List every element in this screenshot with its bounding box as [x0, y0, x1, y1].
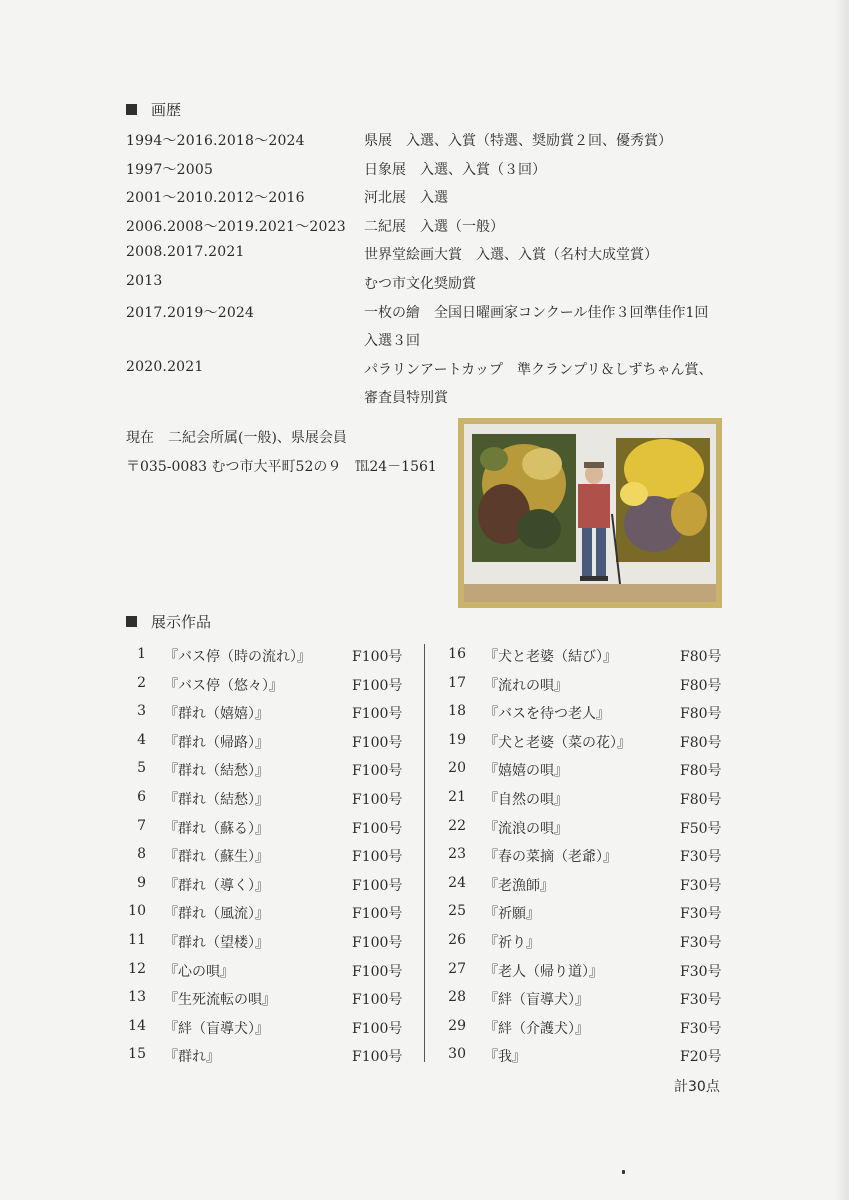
- history-years: 2006.2008～2019.2021～2023: [126, 218, 346, 235]
- history-years: 2001～2010.2012～2016: [126, 190, 305, 207]
- work-row: [124, 989, 424, 1017]
- history-years: 2017.2019～2024: [126, 304, 255, 321]
- work-number: 19: [448, 731, 466, 748]
- work-row: [124, 732, 424, 760]
- work-size: F100号: [352, 734, 403, 751]
- work-title: 『流れの唄』: [484, 677, 568, 694]
- work-row: [444, 646, 744, 674]
- history-event: 日象展 入選、入賞（３回）: [364, 161, 546, 178]
- work-title: 『老人（帰り道）』: [484, 963, 603, 980]
- work-size: F100号: [352, 820, 403, 837]
- work-number: 1: [137, 646, 146, 662]
- work-size: F80号: [680, 763, 722, 780]
- work-title: 『犬と老婆（菜の花）』: [484, 734, 631, 751]
- work-title: 『バス停（悠々）』: [164, 677, 283, 694]
- work-title: 『群れ（風流）』: [164, 906, 269, 923]
- work-title: 『群れ（帰路）』: [164, 734, 269, 751]
- work-number: 30: [448, 1046, 466, 1063]
- work-number: 12: [128, 960, 146, 977]
- work-number: 17: [448, 674, 466, 691]
- works-total: 計30点: [674, 1079, 720, 1095]
- work-row: [124, 932, 424, 960]
- history-event: 世界堂絵画大賞 入選、入賞（名村大成堂賞）: [364, 247, 658, 264]
- work-row: [124, 818, 424, 846]
- work-title: 『生死流転の唄』: [164, 992, 276, 1009]
- history-event: 一枚の繪 全国日曜画家コンクール佳作３回準佳作1回: [364, 304, 709, 321]
- work-number: 29: [448, 1017, 466, 1034]
- work-size: F30号: [680, 906, 722, 923]
- work-number: 4: [137, 731, 146, 748]
- work-row: [124, 1018, 424, 1046]
- work-title: 『春の菜摘（老爺）』: [484, 849, 617, 866]
- work-size: F100号: [352, 763, 403, 780]
- photo-illustration: [464, 424, 716, 602]
- work-number: 5: [137, 760, 146, 777]
- work-title: 『群れ（望楼）』: [164, 935, 269, 951]
- column-divider: [424, 644, 425, 1062]
- work-size: F100号: [352, 1049, 403, 1066]
- work-title: 『群れ（結愁）』: [164, 792, 269, 808]
- work-row: [124, 961, 424, 989]
- history-row: [126, 387, 746, 415]
- work-number: 24: [448, 874, 466, 891]
- history-event: 入選３回: [364, 333, 420, 350]
- work-title: 『絆（盲導犬）』: [484, 992, 589, 1009]
- work-size: F100号: [352, 849, 403, 866]
- history-row: [126, 273, 746, 301]
- work-size: F30号: [680, 849, 722, 866]
- history-event: 県展 入選、入賞（特選、奨励賞２回、優秀賞）: [364, 133, 672, 149]
- history-row: [126, 330, 746, 358]
- work-number: 8: [137, 846, 146, 863]
- history-years: 2008.2017.2021: [126, 244, 245, 261]
- work-number: 7: [137, 817, 146, 834]
- work-row: [444, 903, 744, 931]
- work-title: 『祈り』: [484, 935, 540, 951]
- work-row: [444, 1018, 744, 1046]
- work-size: F80号: [680, 649, 722, 665]
- work-size: F50号: [680, 820, 722, 837]
- work-size: F30号: [680, 1020, 722, 1037]
- history-row: [126, 130, 746, 158]
- work-title: 『絆（介護犬）』: [484, 1020, 589, 1037]
- work-title: 『群れ（蘇生）』: [164, 849, 269, 866]
- work-size: F100号: [352, 992, 403, 1009]
- history-heading: [126, 99, 181, 120]
- work-title: 『我』: [484, 1049, 526, 1066]
- work-row: [124, 875, 424, 903]
- history-row: [126, 159, 746, 187]
- history-event: むつ市文化奨励賞: [364, 276, 476, 292]
- work-title: 『流浪の唄』: [484, 820, 568, 837]
- work-title: 『自然の唄』: [484, 792, 568, 808]
- history-years: 2013: [126, 273, 163, 289]
- work-title: 『群れ（導く）』: [164, 877, 269, 894]
- work-size: F30号: [680, 963, 722, 980]
- work-number: 21: [448, 789, 466, 805]
- work-title: 『群れ』: [164, 1049, 220, 1066]
- work-size: F100号: [352, 706, 403, 723]
- work-title: 『群れ（結愁）』: [164, 763, 269, 780]
- work-title: 『絆（盲導犬）』: [164, 1020, 269, 1037]
- work-title: 『心の唄』: [164, 963, 234, 980]
- work-row: [444, 818, 744, 846]
- work-row: [444, 760, 744, 788]
- exhibition-photo: [458, 418, 722, 608]
- work-row: [124, 675, 424, 703]
- square-bullet-icon: [126, 616, 137, 627]
- work-row: [124, 789, 424, 817]
- work-size: F100号: [352, 935, 403, 951]
- work-size: F100号: [352, 649, 403, 665]
- work-row: [444, 846, 744, 874]
- work-number: 2: [137, 674, 146, 691]
- work-row: [444, 989, 744, 1017]
- history-row: [126, 216, 746, 244]
- work-size: F80号: [680, 734, 722, 751]
- work-size: F100号: [352, 792, 403, 808]
- work-size: F80号: [680, 706, 722, 723]
- work-row: [444, 732, 744, 760]
- work-row: [444, 932, 744, 960]
- history-event: パラリンアートカップ 準クランプリ＆しずちゃん賞、: [364, 361, 713, 378]
- history-event: 審査員特別賞: [364, 390, 448, 407]
- work-number: 3: [137, 703, 146, 720]
- work-title: 『犬と老婆（結び）』: [484, 649, 617, 665]
- work-number: 6: [137, 789, 146, 805]
- work-size: F100号: [352, 963, 403, 980]
- work-row: [124, 703, 424, 731]
- scan-speck: [622, 1170, 625, 1174]
- work-number: 14: [128, 1017, 146, 1034]
- work-title: 『群れ（蘇る）』: [164, 820, 269, 837]
- work-row: [444, 703, 744, 731]
- work-number: 11: [128, 932, 146, 948]
- address-line: 〒035-0083 むつ市大平町52の９ ℡24－1561: [126, 459, 437, 475]
- work-size: F100号: [352, 877, 403, 894]
- work-number: 26: [448, 932, 466, 948]
- work-number: 23: [448, 846, 466, 863]
- work-number: 22: [448, 817, 466, 834]
- work-size: F30号: [680, 935, 722, 951]
- work-title: 『嬉嬉の唄』: [484, 763, 568, 780]
- square-bullet-icon: [126, 104, 137, 115]
- work-number: 20: [448, 760, 466, 777]
- work-size: F30号: [680, 877, 722, 894]
- history-years: 1994～2016.2018～2024: [126, 133, 305, 149]
- history-event: 二紀展 入選（一般）: [364, 218, 504, 235]
- history-years: 1997～2005: [126, 161, 214, 178]
- history-row: [126, 302, 746, 330]
- work-title: 『祈願』: [484, 906, 540, 923]
- work-number: 18: [448, 703, 466, 720]
- work-number: 10: [128, 903, 146, 920]
- work-row: [444, 675, 744, 703]
- work-number: 9: [137, 874, 146, 891]
- work-title: 『群れ（嬉嬉）』: [164, 706, 269, 723]
- work-row: [124, 903, 424, 931]
- work-number: 16: [448, 646, 466, 662]
- work-size: F100号: [352, 1020, 403, 1037]
- works-heading-label: 展示作品: [151, 613, 212, 631]
- work-title: 『バスを待つ老人』: [484, 706, 610, 723]
- work-number: 27: [448, 960, 466, 977]
- history-row: [126, 359, 746, 387]
- history-years: 2020.2021: [126, 358, 204, 375]
- work-row: [444, 789, 744, 817]
- work-row: [124, 760, 424, 788]
- work-size: F20号: [680, 1049, 722, 1066]
- history-row: [126, 187, 746, 215]
- work-row: [124, 1046, 424, 1074]
- page-edge-shadow: [835, 0, 849, 1200]
- work-size: F30号: [680, 992, 722, 1009]
- work-size: F100号: [352, 906, 403, 923]
- work-row: [444, 875, 744, 903]
- affiliation-line: 現在 二紀会所属(一般)、県展会員: [126, 430, 347, 446]
- work-size: F80号: [680, 677, 722, 694]
- work-row: [444, 961, 744, 989]
- work-size: F80号: [680, 792, 722, 808]
- work-row: [444, 1046, 744, 1074]
- work-number: 28: [448, 989, 466, 1006]
- work-size: F100号: [352, 677, 403, 694]
- work-row: [124, 846, 424, 874]
- work-number: 13: [128, 989, 146, 1006]
- work-number: 25: [448, 903, 466, 920]
- history-heading-label: 画歴: [151, 101, 182, 119]
- work-title: 『バス停（時の流れ）』: [164, 649, 311, 665]
- history-row: [126, 244, 746, 272]
- work-number: 15: [128, 1046, 146, 1063]
- works-heading: [126, 611, 211, 632]
- history-event: 河北展 入選: [364, 190, 448, 207]
- work-row: [124, 646, 424, 674]
- work-title: 『老漁師』: [484, 877, 554, 894]
